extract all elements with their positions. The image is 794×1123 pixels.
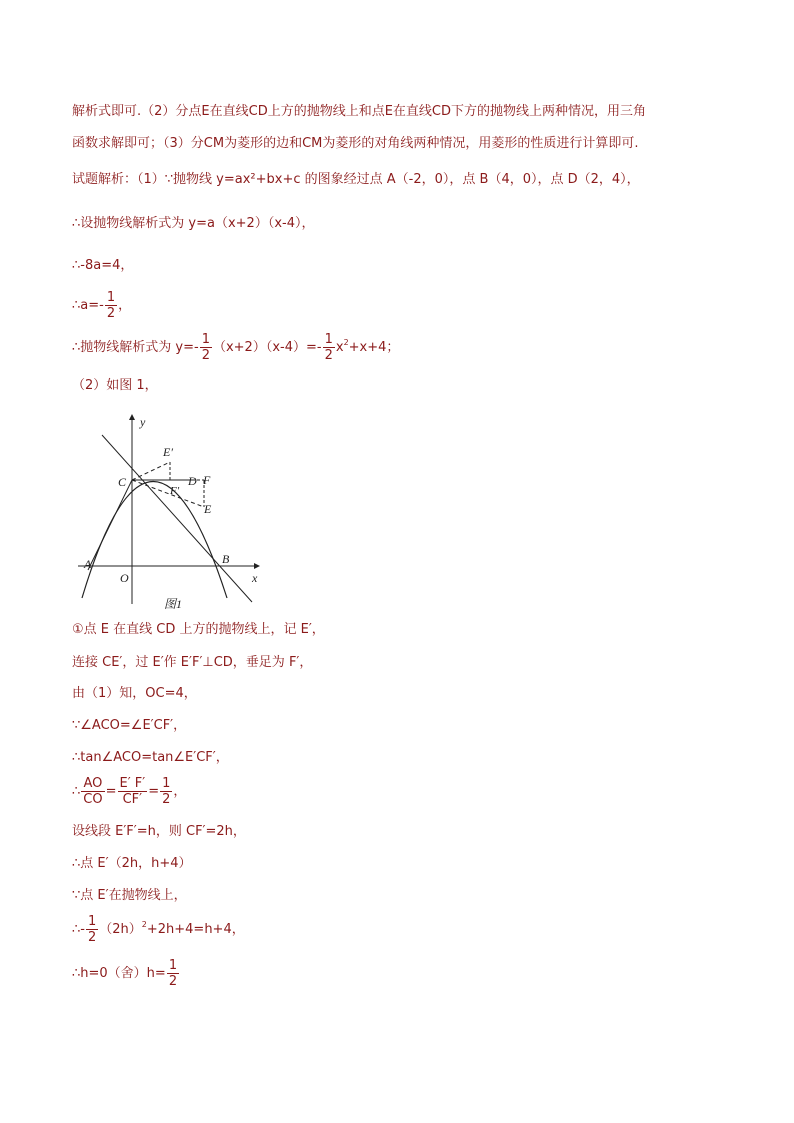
fraction-numerator: 1 bbox=[162, 776, 171, 791]
text-segment: = bbox=[105, 784, 117, 799]
figure-caption: 图1 bbox=[164, 597, 183, 611]
text-line-7 bbox=[72, 332, 399, 363]
text-line-18 bbox=[72, 914, 245, 945]
parabola-curve bbox=[82, 482, 227, 599]
superscript: 2 bbox=[343, 338, 349, 347]
fraction-denominator: 2 bbox=[106, 306, 116, 321]
label-C: C bbox=[118, 475, 127, 489]
fraction-half bbox=[200, 332, 212, 363]
fraction-half bbox=[160, 776, 172, 807]
text-line-19 bbox=[72, 958, 180, 989]
text-segment: ∴ bbox=[72, 784, 81, 799]
y-axis-arrow bbox=[129, 414, 135, 420]
label-E: E bbox=[204, 502, 212, 516]
text-segment: ， bbox=[173, 784, 187, 799]
label-E-prime: E′ bbox=[163, 445, 173, 459]
text-segment: +2h+4=h+4， bbox=[146, 922, 245, 937]
fraction-numerator: 1 bbox=[168, 958, 178, 973]
label-y: y bbox=[140, 415, 146, 429]
fraction-numerator: AO bbox=[81, 776, 104, 792]
text-line-16: ∴点 E′（2h，h+4） bbox=[72, 856, 192, 871]
line-CE1 bbox=[132, 462, 170, 480]
text-line-1: 解析式即可.（2）分点E在直线CD上方的抛物线上和点E在直线CD下方的抛物线上两种情况，用三角 bbox=[72, 104, 647, 119]
label-F: F bbox=[203, 473, 211, 487]
parabola-figure bbox=[72, 410, 272, 615]
text-line-10: 连接 CE′，过 E′作 E′F′⊥CD，垂足为 F′， bbox=[72, 655, 313, 670]
fraction-denominator: 2 bbox=[162, 792, 171, 807]
fraction-numerator: 1 bbox=[106, 290, 116, 305]
label-F-prime: F′ bbox=[170, 485, 180, 497]
fraction-denominator: 2 bbox=[201, 348, 210, 363]
x-axis-arrow bbox=[254, 563, 260, 569]
text-line-8: （2）如图 1， bbox=[72, 378, 158, 393]
superscript: 2 bbox=[141, 920, 147, 929]
fraction-numerator: 1 bbox=[201, 332, 210, 347]
fraction-denominator: 2 bbox=[168, 974, 178, 989]
text-segment: +x+4； bbox=[348, 340, 400, 355]
label-D: D bbox=[188, 474, 197, 488]
fraction-half bbox=[105, 290, 117, 321]
text-line-5: ∴-8a=4， bbox=[72, 258, 134, 273]
fraction-half bbox=[86, 914, 98, 945]
text-line-4: ∴设抛物线解析式为 y=a（x+2）（x-4）， bbox=[72, 216, 315, 231]
fraction-ao-co bbox=[81, 776, 104, 807]
fraction-denominator: CF′ bbox=[122, 792, 143, 807]
text-line-13: ∴tan∠ACO=tan∠E′CF′， bbox=[72, 750, 229, 765]
text-segment: = bbox=[148, 784, 160, 799]
text-segment: ∴a=- bbox=[72, 298, 104, 313]
fraction-half bbox=[167, 958, 179, 989]
label-O: O bbox=[120, 571, 129, 585]
fraction-numerator: E′ F′ bbox=[119, 776, 146, 791]
text-line-6 bbox=[72, 290, 131, 321]
fraction-denominator: 2 bbox=[87, 930, 97, 945]
fraction-denominator: CO bbox=[83, 792, 103, 807]
fraction-half bbox=[323, 332, 335, 363]
text-segment: ∴抛物线解析式为 y=- bbox=[72, 340, 199, 355]
text-segment: ∴- bbox=[72, 922, 85, 937]
label-x: x bbox=[252, 571, 258, 585]
text-line-15: 设线段 E′F′=h，则 CF′=2h， bbox=[72, 824, 246, 839]
text-line-17: ∵点 E′在抛物线上， bbox=[72, 888, 187, 903]
text-line-3: 试题解析：（1）∵抛物线 y=ax²+bx+c 的图象经过点 A（-2，0），点 B（4，0），点 D（2，4）， bbox=[72, 172, 640, 187]
text-segment: （x+2）（x-4）=- bbox=[212, 340, 322, 355]
text-segment: x bbox=[335, 340, 344, 355]
text-segment: ∴h=0（舍）h= bbox=[72, 966, 166, 981]
text-line-11: 由（1）知，OC=4， bbox=[72, 686, 197, 701]
label-B: B bbox=[222, 552, 230, 566]
text-line-12: ∵∠ACO=∠E′CF′， bbox=[72, 718, 187, 733]
label-A: A bbox=[84, 557, 92, 571]
text-segment: （2h） bbox=[99, 922, 142, 937]
text-line-14 bbox=[72, 776, 186, 807]
text-line-2: 函数求解即可；（3）分CM为菱形的边和CM为菱形的对角线两种情况，用菱形的性质进行计算即可. bbox=[72, 136, 639, 151]
text-line-9: ①点 E 在直线 CD 上方的抛物线上，记 E′， bbox=[72, 622, 325, 637]
fraction-denominator: 2 bbox=[324, 348, 333, 363]
text-segment: ， bbox=[118, 298, 132, 313]
fraction-ef-cf bbox=[118, 776, 148, 807]
fraction-numerator: 1 bbox=[87, 914, 97, 929]
fraction-numerator: 1 bbox=[324, 332, 333, 347]
line-AC bbox=[88, 480, 132, 570]
